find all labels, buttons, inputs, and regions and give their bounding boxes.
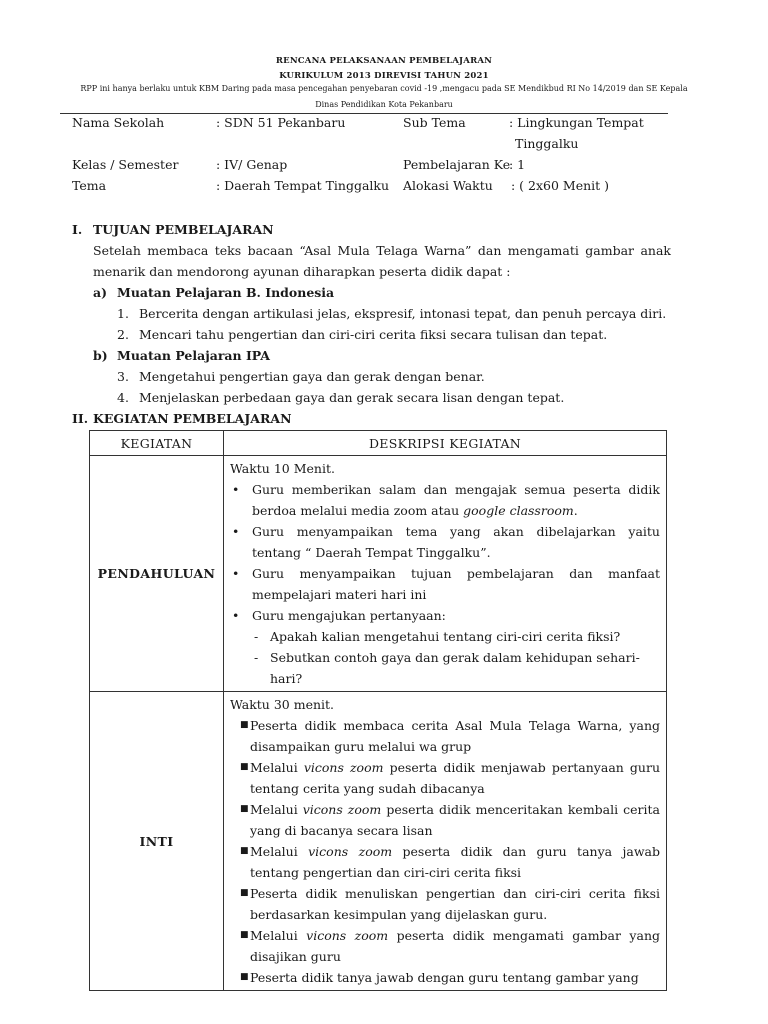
square-bullet-icon: ■ bbox=[240, 846, 249, 856]
table-row-inti bbox=[90, 692, 667, 991]
item-text-italic: vicons zoom bbox=[303, 760, 384, 775]
bullet-icon: • bbox=[232, 482, 240, 497]
table-header-row bbox=[90, 431, 667, 456]
item-text: Melalui bbox=[250, 928, 307, 943]
lesson-value: : 1 bbox=[509, 157, 526, 172]
section-1-title: TUJUAN PEMBELAJARAN bbox=[93, 222, 274, 237]
phase-inti: INTI bbox=[90, 692, 224, 991]
objective-text: Mencari tahu pengertian dan ciri-ciri cerita fiksi secara tulisan dan tepat. bbox=[139, 327, 608, 342]
list-item bbox=[230, 479, 660, 521]
subtheme-value: : Lingkungan Tempat bbox=[509, 115, 644, 130]
subtheme-value-cont: Tinggalku bbox=[515, 136, 579, 151]
document-title: RENCANA PELAKSANAAN PEMBELAJARAN bbox=[275, 56, 493, 66]
item-text: peserta didik mengamati gambar yang disajikan guru bbox=[250, 928, 660, 964]
theme-value: : Daerah Tempat Tinggalku bbox=[216, 178, 390, 193]
objective-text: Menjelaskan perbedaan gaya dan gerak secara lisan dengan tepat. bbox=[139, 390, 565, 405]
list-item bbox=[230, 967, 660, 988]
item-text: Melalui bbox=[250, 844, 309, 859]
objective-text: Mengetahui pengertian gaya dan gerak dengan benar. bbox=[139, 369, 485, 384]
list-item bbox=[230, 925, 660, 967]
item-text: peserta didik dan guru tanya jawab tentang pengertian dan ciri-ciri cerita fiksi bbox=[250, 844, 660, 880]
list-item bbox=[230, 841, 660, 883]
list-item bbox=[230, 799, 660, 841]
identity-block bbox=[72, 112, 672, 196]
description-column-header: DESKRIPSI KEGIATAN bbox=[224, 431, 667, 456]
question-text: Sebutkan contoh gaya dan gerak dalam kehidupan sehari-hari? bbox=[270, 650, 640, 686]
identity-row-3 bbox=[72, 154, 672, 175]
bullet-icon: • bbox=[232, 524, 240, 539]
scope-note bbox=[60, 81, 708, 113]
square-bullet-icon: ■ bbox=[240, 930, 249, 940]
subtheme-label: Sub Tema bbox=[403, 115, 466, 130]
item-text: Melalui bbox=[250, 760, 304, 775]
scope-note-line-1: RPP ini hanya berlaku untuk KBM Daring pada masa pencegahan penyebaran covid -19 ,mengacu pada SE Mendikbud RI No 14/2019 dan SE Kepala bbox=[80, 84, 688, 93]
list-item bbox=[230, 715, 660, 757]
item-text: Melalui bbox=[250, 802, 303, 817]
class-value: : IV/ Genap bbox=[216, 157, 288, 172]
item-text-italic: google classroom bbox=[463, 503, 574, 518]
subsection-b-marker: b) bbox=[93, 348, 108, 363]
identity-row-4 bbox=[72, 175, 672, 196]
section-1-number: I. bbox=[72, 222, 83, 237]
section-2-number: II. bbox=[72, 411, 89, 426]
list-item bbox=[230, 521, 660, 563]
square-bullet-icon: ■ bbox=[240, 888, 249, 898]
subsection-b-title: Muatan Pelajaran IPA bbox=[117, 348, 270, 363]
theme-label: Tema bbox=[72, 178, 107, 193]
list-item bbox=[230, 563, 660, 605]
square-bullet-icon: ■ bbox=[240, 762, 249, 772]
pendahuluan-time: Waktu 10 Menit. bbox=[230, 461, 335, 476]
table-row-pendahuluan bbox=[90, 456, 667, 692]
question-item bbox=[230, 626, 660, 647]
list-item bbox=[230, 757, 660, 799]
curriculum-subtitle: KURIKULUM 2013 DIREVISI TAHUN 2021 bbox=[279, 71, 489, 81]
inti-description bbox=[224, 692, 667, 991]
identity-row-2 bbox=[72, 133, 672, 154]
item-text: Guru menyampaikan tujuan pembelajaran dan manfaat mempelajari materi hari ini bbox=[252, 566, 660, 602]
phase-pendahuluan: PENDAHULUAN bbox=[90, 456, 224, 692]
bullet-icon: • bbox=[232, 608, 240, 623]
square-bullet-icon: ■ bbox=[240, 972, 249, 982]
time-label: Alokasi Waktu bbox=[403, 178, 493, 193]
list-item bbox=[230, 605, 660, 626]
school-value: : SDN 51 Pekanbaru bbox=[216, 115, 346, 130]
activity-table bbox=[89, 430, 667, 991]
identity-row-1 bbox=[72, 112, 672, 133]
scope-note-line-2: Dinas Pendidikan Kota Pekanbaru bbox=[315, 100, 453, 109]
item-text: Peserta didik tanya jawab dengan guru tentang gambar yang bbox=[250, 970, 639, 985]
square-bullet-icon: ■ bbox=[240, 720, 249, 730]
item-text: peserta didik menceritakan kembali cerita yang di bacanya secara lisan bbox=[250, 802, 661, 838]
item-text: . bbox=[573, 503, 578, 518]
objective-text: Bercerita dengan artikulasi jelas, ekspresif, intonasi tepat, dan penuh percaya diri. bbox=[139, 306, 667, 321]
pendahuluan-description bbox=[224, 456, 667, 692]
question-text: Apakah kalian mengetahui tentang ciri-ciri cerita fiksi? bbox=[270, 629, 621, 644]
item-text-italic: vicons zoom bbox=[302, 802, 382, 817]
item-text: Guru menyampaikan tema yang akan dibelajarkan yaitu tentang “ Daerah Tempat Tinggalku”. bbox=[252, 524, 660, 560]
activity-column-header: KEGIATAN bbox=[90, 431, 224, 456]
subsection-a-marker: a) bbox=[93, 285, 108, 300]
time-value: : ( 2x60 Menit ) bbox=[511, 178, 610, 193]
subsection-a-title: Muatan Pelajaran B. Indonesia bbox=[117, 285, 335, 300]
section-2-title: KEGIATAN PEMBELAJARAN bbox=[93, 411, 292, 426]
objective-number: 3. bbox=[117, 369, 129, 384]
lesson-label: Pembelajaran Ke bbox=[403, 157, 511, 172]
dash-icon: - bbox=[254, 650, 259, 665]
question-item bbox=[230, 647, 660, 689]
objective-number: 4. bbox=[117, 390, 129, 405]
inti-time: Waktu 30 menit. bbox=[230, 697, 335, 712]
item-text: Peserta didik menuliskan pengertian dan ciri-ciri cerita fiksi berdasarkan kesimpulan yang dijelaskan guru. bbox=[250, 886, 660, 922]
square-bullet-icon: ■ bbox=[240, 804, 249, 814]
objective-number: 1. bbox=[117, 306, 129, 321]
dash-icon: - bbox=[254, 629, 259, 644]
list-item bbox=[230, 883, 660, 925]
objective-number: 2. bbox=[117, 327, 129, 342]
item-text: Guru memberikan salam dan mengajak semua peserta didik berdoa melalui media zoom atau bbox=[252, 482, 660, 518]
bullet-icon: • bbox=[232, 566, 240, 581]
item-text-italic: vicons zoom bbox=[308, 844, 393, 859]
section-1-intro: Setelah membaca teks bacaan “Asal Mula Telaga Warna” dan mengamati gambar anak menarik dan mendorong ayunan diharapkan peserta didik dapat : bbox=[93, 243, 671, 279]
item-text: peserta didik menjawab pertanyaan guru tentang cerita yang sudah dibacanya bbox=[250, 760, 661, 796]
school-label: Nama Sekolah bbox=[72, 115, 165, 130]
item-text: Guru mengajukan pertanyaan: bbox=[252, 608, 446, 623]
item-text-italic: vicons zoom bbox=[306, 928, 389, 943]
item-text: Peserta didik membaca cerita Asal Mula Telaga Warna, yang disampaikan guru melalui wa grup bbox=[250, 718, 660, 754]
class-label: Kelas / Semester bbox=[72, 157, 179, 172]
